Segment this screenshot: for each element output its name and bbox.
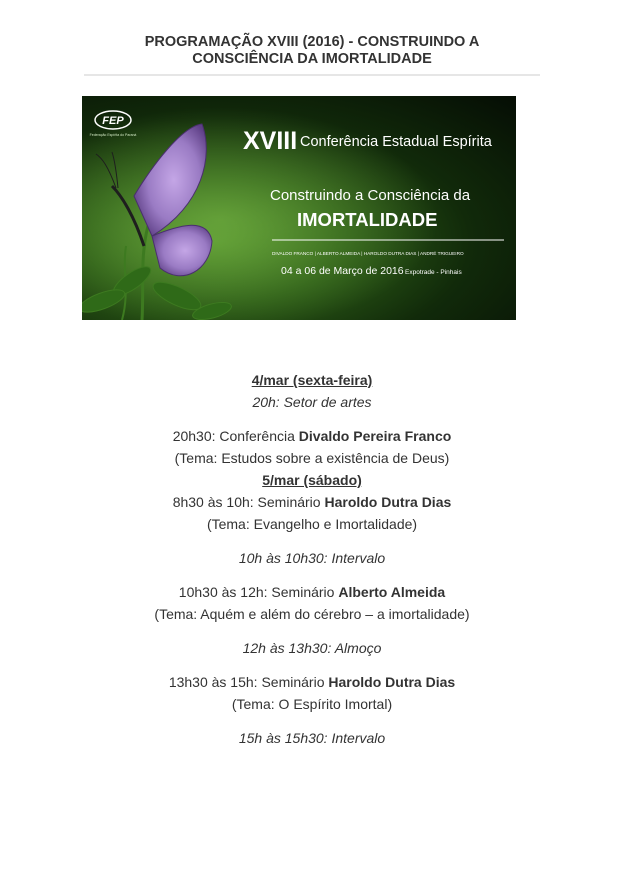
item-theme: (Tema: O Espírito Imortal) xyxy=(231,696,393,712)
item-time: 13h30 às 15h: Seminário xyxy=(168,674,329,690)
edition-number: XVIII xyxy=(243,127,298,155)
event-dates: 04 a 06 de Março de 2016 xyxy=(281,265,404,277)
item-theme: (Tema: Estudos sobre a existência de Deus) xyxy=(174,450,450,466)
title-line-1: PROGRAMAÇÃO XVIII (2016) - CONSTRUINDO A xyxy=(144,34,480,50)
break-item: 15h às 15h30: Intervalo xyxy=(238,730,386,746)
item-time: 20h30: Conferência xyxy=(172,428,299,444)
schedule-item: 20h: Setor de artes xyxy=(252,394,372,410)
day-heading: 4/mar (sexta-feira) xyxy=(251,372,373,388)
break-item: 10h às 10h30: Intervalo xyxy=(238,550,386,566)
break-item: 12h às 13h30: Almoço xyxy=(242,640,382,656)
title-line-2: CONSCIÊNCIA DA IMORTALIDADE xyxy=(192,51,432,67)
speakers-list: DIVALDO FRANCO | ALBERTO ALMEIDA | HAROLDO DUTRA DIAS | ANDRÉ TRIGUEIRO xyxy=(272,251,464,256)
speaker-name: Haroldo Dutra Dias xyxy=(324,494,452,510)
item-theme: (Tema: Evangelho e Imortalidade) xyxy=(206,516,418,532)
logo-text: FEP xyxy=(102,115,124,127)
item-time: 10h30 às 12h: Seminário xyxy=(178,584,339,600)
schedule-item xyxy=(0,491,624,513)
schedule-item xyxy=(0,425,624,447)
item-theme: (Tema: Aquém e além do cérebro – a imortalidade) xyxy=(154,606,470,622)
schedule-item xyxy=(0,581,624,603)
theme-line-2: IMORTALIDADE xyxy=(297,209,438,230)
item-time: 8h30 às 10h: Seminário xyxy=(172,494,325,510)
speaker-name: Alberto Almeida xyxy=(338,584,446,600)
theme-line-1: Construindo a Consciência da xyxy=(270,187,471,204)
schedule-item xyxy=(0,671,624,693)
title-divider xyxy=(84,74,540,76)
day-heading: 5/mar (sábado) xyxy=(262,472,362,488)
schedule xyxy=(0,369,624,749)
conference-name: Conferência Estadual Espírita xyxy=(300,134,492,150)
event-venue: Expotrade - Pinhais xyxy=(405,269,462,276)
logo-subtitle: Federação Espírita do Paraná xyxy=(89,133,137,137)
banner-artwork xyxy=(82,96,516,320)
page-title xyxy=(0,34,624,68)
event-banner xyxy=(82,96,516,320)
speaker-name: Haroldo Dutra Dias xyxy=(328,674,456,690)
speaker-name: Divaldo Pereira Franco xyxy=(298,428,452,444)
